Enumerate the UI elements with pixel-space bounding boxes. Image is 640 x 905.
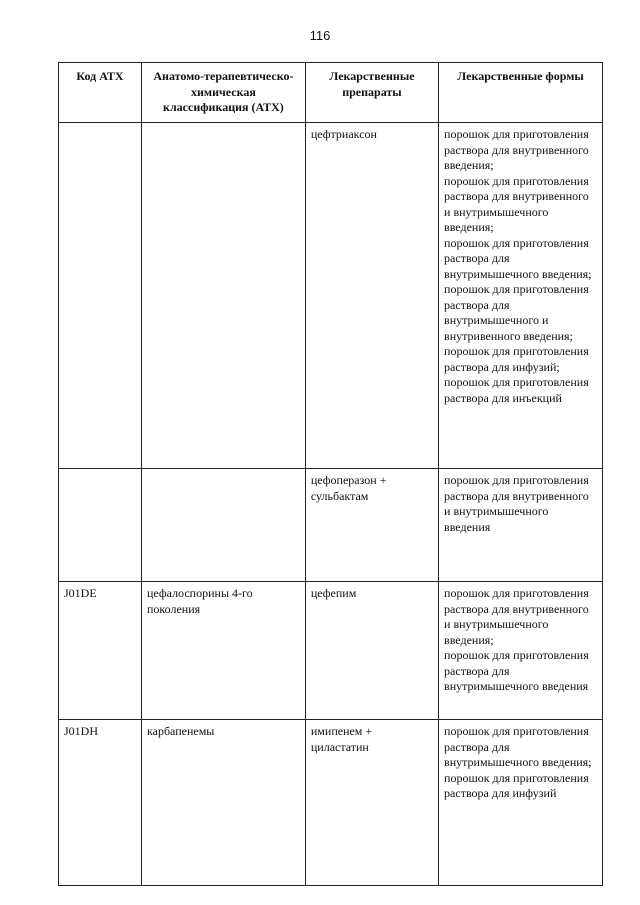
table-row xyxy=(59,123,603,469)
table-row xyxy=(59,582,603,720)
cell-atx-code: J01DH xyxy=(59,720,142,886)
cell-classification: карбапенемы xyxy=(141,720,305,886)
dosage-form-item: порошок для приготовления раствора для внутримышечного введения xyxy=(444,648,589,693)
header-atx-classification: Анатомо-терапевтическо-химическая классификация (АТХ) xyxy=(141,63,305,123)
cell-classification xyxy=(141,469,305,582)
cell-atx-code xyxy=(59,123,142,469)
cell-dosage-forms xyxy=(439,720,603,886)
dosage-form-item: порошок для приготовления раствора для инъекций xyxy=(444,375,589,405)
cell-drug: цефоперазон + сульбактам xyxy=(305,469,438,582)
table-body xyxy=(59,123,603,886)
cell-dosage-forms xyxy=(439,582,603,720)
cell-atx-code xyxy=(59,469,142,582)
header-drugs: Лекарственные препараты xyxy=(305,63,438,123)
dosage-form-item: порошок для приготовления раствора для внутривенного и внутримышечного введения xyxy=(444,473,589,534)
dosage-form-item: порошок для приготовления раствора для внутримышечного введения; xyxy=(444,724,592,769)
dosage-form-item: порошок для приготовления раствора для внутривенного введения; xyxy=(444,127,589,172)
dosage-form-item: порошок для приготовления раствора для внутривенного и внутримышечного введения; xyxy=(444,586,589,647)
cell-dosage-forms xyxy=(439,123,603,469)
cell-atx-code: J01DE xyxy=(59,582,142,720)
page-number: 116 xyxy=(309,28,331,43)
dosage-form-item: порошок для приготовления раствора для внутримышечного и внутривенного введения; xyxy=(444,282,589,343)
cell-drug: цефепим xyxy=(305,582,438,720)
dosage-form-item: порошок для приготовления раствора для инфузий; xyxy=(444,344,589,374)
cell-drug: цефтриаксон xyxy=(305,123,438,469)
atx-drug-table xyxy=(58,62,603,886)
cell-dosage-forms xyxy=(439,469,603,582)
dosage-form-item: порошок для приготовления раствора для внутривенного и внутримышечного введения; xyxy=(444,173,589,234)
header-dosage-forms: Лекарственные формы xyxy=(439,63,603,123)
cell-classification: цефалоспорины 4-го поколения xyxy=(141,582,305,720)
table-row xyxy=(59,469,603,582)
dosage-form-item: порошок для приготовления раствора для инфузий xyxy=(444,770,589,800)
header-row xyxy=(59,63,603,123)
dosage-form-item: порошок для приготовления раствора для внутримышечного введения; xyxy=(444,235,592,281)
header-atx-code: Код АТХ xyxy=(59,63,142,123)
cell-classification xyxy=(141,123,305,469)
table-header xyxy=(59,63,603,123)
cell-drug: имипенем + циластатин xyxy=(305,720,438,886)
table-row xyxy=(59,720,603,886)
